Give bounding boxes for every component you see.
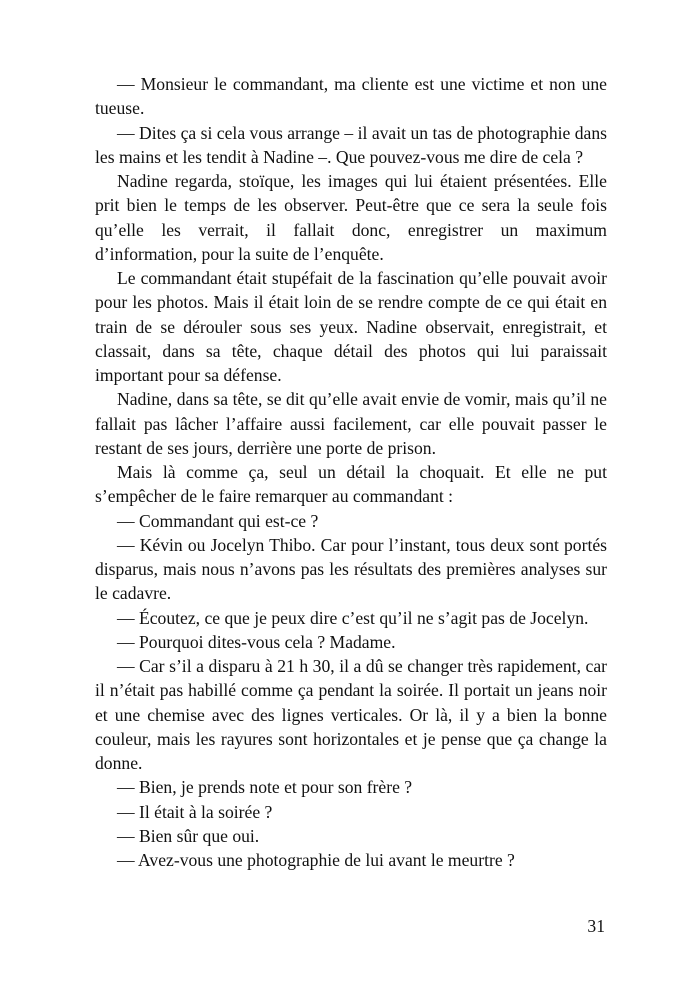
page-number: 31 <box>587 916 605 936</box>
paragraph: — Pourquoi dites-vous cela ? Madame. <box>117 631 396 652</box>
paragraph: — Commandant qui est-ce ? <box>117 510 319 531</box>
page-body <box>95 72 607 872</box>
paragraph: — Écoutez, ce que je peux dire c’est qu’il ne s’agit pas de Jocelyn. <box>117 607 589 628</box>
paragraph: — Dites ça si cela vous arrange – il avait un tas de photographie dans les mains et les tendit à Nadine –. Que pouvez-vous me dire de cela ? <box>95 122 607 167</box>
paragraph: Mais là comme ça, seul un détail la choquait. Et elle ne put s’empêcher de le faire remarquer au commandant : <box>95 462 607 507</box>
paragraph: Nadine, dans sa tête, se dit qu’elle avait envie de vomir, mais qu’il ne fallait pas lâcher l’affaire aussi facilement, car elle pouvait passer le restant de ses jours, derrière une porte de prison. <box>95 389 607 458</box>
paragraph: — Kévin ou Jocelyn Thibo. Car pour l’instant, tous deux sont portés disparus, mais nous n’avons pas les résultats des premières analyses sur le cadavre. <box>95 534 607 604</box>
paragraph: — Monsieur le commandant, ma cliente est une victime et non une tueuse. <box>95 74 607 119</box>
paragraph: — Bien sûr que oui. <box>117 825 260 846</box>
paragraph: — Car s’il a disparu à 21 h 30, il a dû se changer très rapidement, car il n’était pas habillé comme ça pendant la soirée. Il portait un jeans noir et une chemise avec des lignes verticales. Or là, il y a bien la bonne couleur, mais les rayures sont horizontales et je pense que ça change la donne. <box>95 656 607 773</box>
paragraph: — Bien, je prends note et pour son frère ? <box>117 777 413 798</box>
paragraph: — Il était à la soirée ? <box>117 801 273 822</box>
paragraph: Le commandant était stupéfait de la fascination qu’elle pouvait avoir pour les photos. Mais il était loin de se rendre compte de ce qui était en train de se dérouler sous ses yeux. Nadine observait, enregistrait, et classait, dans sa tête, chaque détail des photos qui lui paraissait important pour sa défense. <box>95 268 607 385</box>
paragraph: Nadine regarda, stoïque, les images qui lui étaient présentées. Elle prit bien le temps de les observer. Peut-être que ce sera la seule fois qu’elle les verrait, il fallait donc, enregistrer un maximum d’information, pour la suite de l’enquête. <box>95 171 607 264</box>
paragraph: — Avez-vous une photographie de lui avant le meurtre ? <box>117 850 515 870</box>
